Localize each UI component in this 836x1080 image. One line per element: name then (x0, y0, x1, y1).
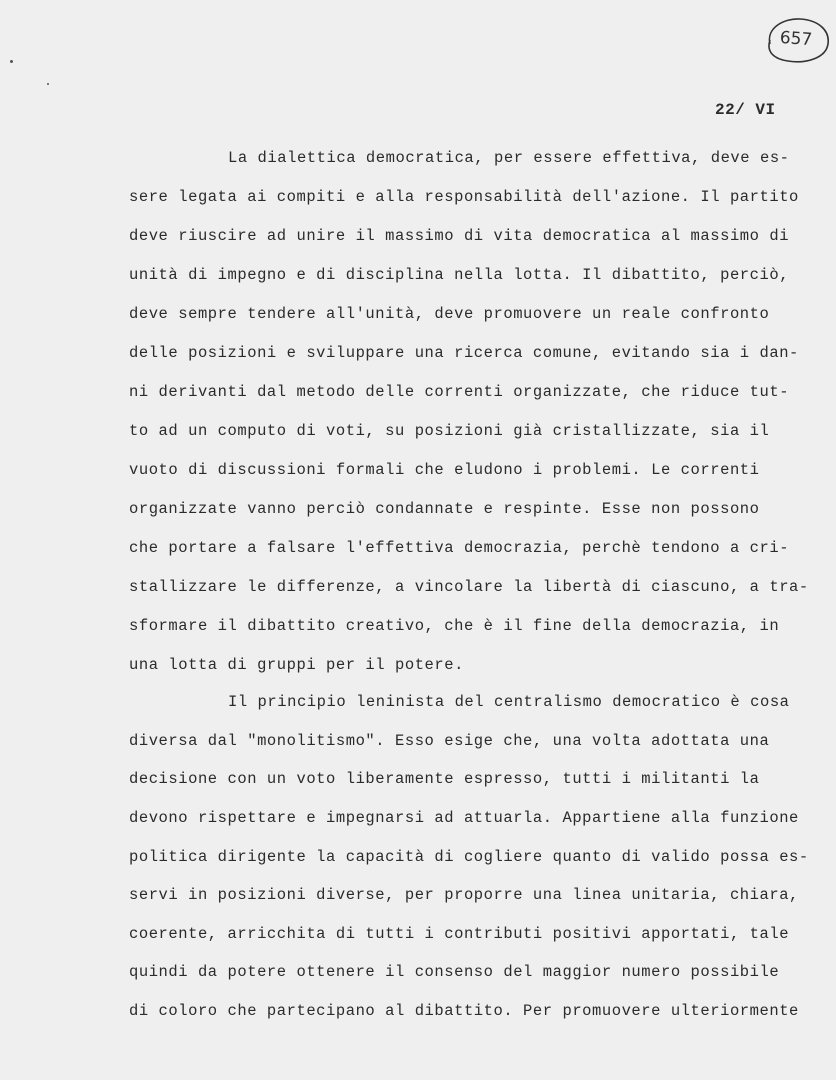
text-line: to ad un computo di voti, su posizioni già cristallizzate, sia il (129, 422, 770, 440)
text-line: coerente, arricchita di tutti i contributi positivi apportati, tale (129, 925, 790, 943)
text-line: politica dirigente la capacità di cogliere quanto di valido possa es- (129, 848, 809, 866)
text-line: ni derivanti dal metodo delle correnti organizzate, che riduce tut- (129, 383, 790, 401)
text-line: quindi da potere ottenere il consenso del maggior numero possibile (129, 963, 780, 981)
text-line: unità di impegno e di disciplina nella lotta. Il dibattito, perciò, (129, 266, 790, 284)
ink-speck (47, 83, 49, 85)
text-line: vuoto di discussioni formali che eludono i problemi. Le correnti (129, 461, 760, 479)
text-line: servi in posizioni diverse, per proporre una linea unitaria, chiara, (129, 886, 799, 904)
text-line: deve sempre tendere all'unità, deve promuovere un reale confronto (129, 305, 770, 323)
text-line: stallizzare le differenze, a vincolare la libertà di ciascuno, a tra- (129, 578, 809, 596)
text-line: deve riuscire ad unire il massimo di vita democratica al massimo di (129, 227, 790, 245)
text-line: sformare il dibattito creativo, che è il fine della democrazia, in (129, 617, 780, 635)
text-line: che portare a falsare l'effettiva democrazia, perchè tendono a cri- (129, 539, 790, 557)
page-number-text: 657 (779, 27, 813, 51)
text-line: organizzate vanno perciò condannate e respinte. Esse non possono (129, 500, 760, 518)
page-reference: 22/ VI (715, 101, 776, 119)
text-line: Il principio leninista del centralismo democratico è cosa (228, 693, 790, 711)
text-line: diversa dal "monolitismo". Esso esige che, una volta adottata una (129, 732, 770, 750)
text-line: una lotta di gruppi per il potere. (129, 656, 464, 674)
text-line: La dialettica democratica, per essere effettiva, deve es- (228, 149, 790, 167)
text-line: delle posizioni e sviluppare una ricerca comune, evitando sia i dan- (129, 344, 799, 362)
text-line: decisione con un voto liberamente espresso, tutti i militanti la (129, 770, 760, 788)
text-line: di coloro che partecipano al dibattito. Per promuovere ulteriormente (129, 1002, 799, 1020)
handwritten-page-number (762, 14, 832, 64)
text-line: sere legata ai compiti e alla responsabilità dell'azione. Il partito (129, 188, 799, 206)
ink-speck (10, 60, 13, 63)
text-line: devono rispettare e impegnarsi ad attuarla. Appartiene alla funzione (129, 809, 799, 827)
